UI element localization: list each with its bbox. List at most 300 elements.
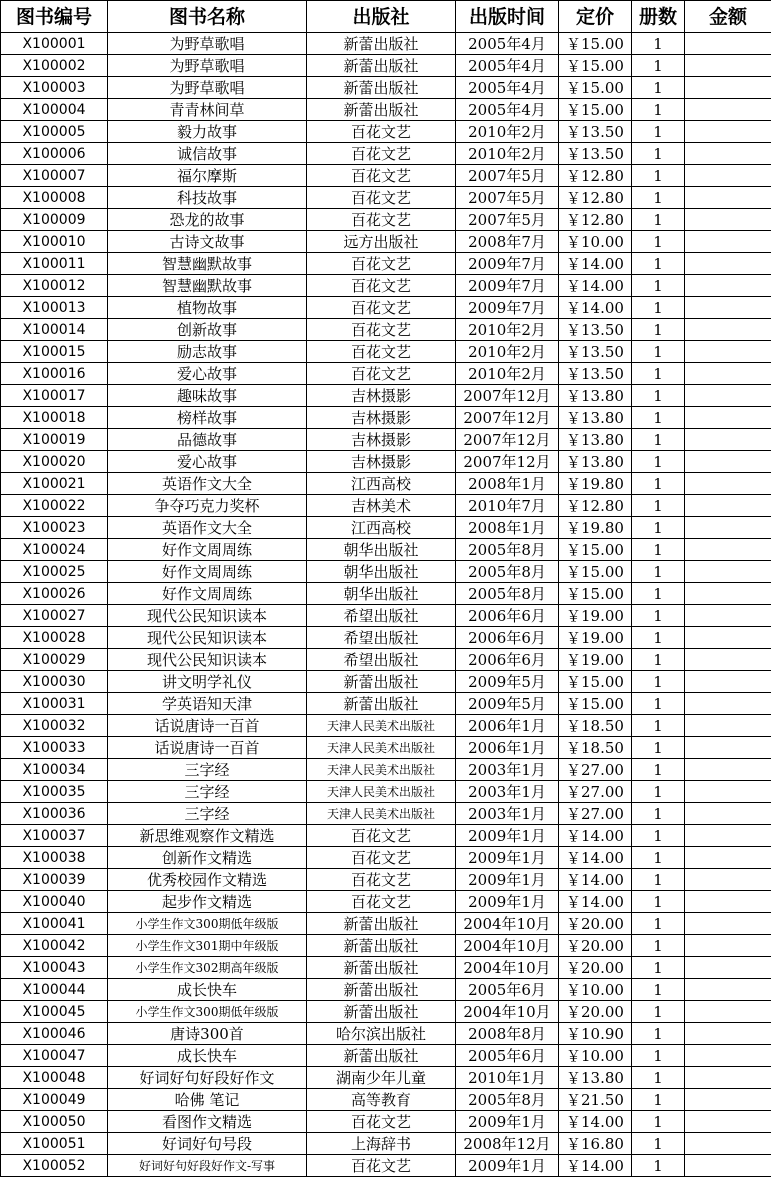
cell-copies: 1 xyxy=(632,297,685,319)
cell-publisher: 百花文艺 xyxy=(307,825,456,847)
cell-copies: 1 xyxy=(632,209,685,231)
cell-amount xyxy=(685,737,771,759)
cell-copies: 1 xyxy=(632,33,685,55)
cell-price: ￥12.80 xyxy=(559,165,632,187)
cell-book-name: 小学生作文300期低年级版 xyxy=(108,1001,307,1023)
cell-publisher: 吉林摄影 xyxy=(307,385,456,407)
table-row xyxy=(1,803,771,825)
table-row xyxy=(1,33,771,55)
cell-book-name: 青青林间草 xyxy=(108,99,307,121)
cell-publish-date: 2005年8月 xyxy=(456,539,559,561)
cell-book-name: 看图作文精选 xyxy=(108,1111,307,1133)
table-row xyxy=(1,187,771,209)
cell-book-id: X100002 xyxy=(1,55,108,77)
cell-price: ￥15.00 xyxy=(559,539,632,561)
cell-book-name: 起步作文精选 xyxy=(108,891,307,913)
cell-book-name: 为野草歌唱 xyxy=(108,33,307,55)
cell-book-name: 话说唐诗一百首 xyxy=(108,715,307,737)
cell-book-id: X100050 xyxy=(1,1111,108,1133)
cell-amount xyxy=(685,1001,771,1023)
cell-publisher: 新蕾出版社 xyxy=(307,99,456,121)
cell-amount xyxy=(685,1045,771,1067)
cell-publish-date: 2007年12月 xyxy=(456,451,559,473)
cell-copies: 1 xyxy=(632,187,685,209)
cell-price: ￥13.80 xyxy=(559,385,632,407)
cell-copies: 1 xyxy=(632,99,685,121)
cell-book-name: 现代公民知识读本 xyxy=(108,627,307,649)
table-row xyxy=(1,473,771,495)
cell-publisher: 新蕾出版社 xyxy=(307,913,456,935)
cell-book-name: 励志故事 xyxy=(108,341,307,363)
cell-publisher: 天津人民美术出版社 xyxy=(307,715,456,737)
cell-copies: 1 xyxy=(632,649,685,671)
cell-book-id: X100012 xyxy=(1,275,108,297)
cell-copies: 1 xyxy=(632,77,685,99)
cell-copies: 1 xyxy=(632,253,685,275)
cell-publish-date: 2007年12月 xyxy=(456,385,559,407)
cell-price: ￥15.00 xyxy=(559,33,632,55)
cell-amount xyxy=(685,77,771,99)
table-row xyxy=(1,385,771,407)
cell-copies: 1 xyxy=(632,979,685,1001)
table-row xyxy=(1,275,771,297)
cell-book-id: X100051 xyxy=(1,1133,108,1155)
cell-copies: 1 xyxy=(632,539,685,561)
cell-book-name: 新思维观察作文精选 xyxy=(108,825,307,847)
cell-publish-date: 2004年10月 xyxy=(456,913,559,935)
cell-amount xyxy=(685,1023,771,1045)
cell-book-id: X100005 xyxy=(1,121,108,143)
cell-amount xyxy=(685,319,771,341)
cell-price: ￥19.80 xyxy=(559,473,632,495)
table-row xyxy=(1,605,771,627)
cell-publisher: 百花文艺 xyxy=(307,1155,456,1177)
cell-copies: 1 xyxy=(632,429,685,451)
cell-copies: 1 xyxy=(632,451,685,473)
cell-publisher: 新蕾出版社 xyxy=(307,957,456,979)
cell-publisher: 百花文艺 xyxy=(307,121,456,143)
cell-copies: 1 xyxy=(632,803,685,825)
cell-book-name: 优秀校园作文精选 xyxy=(108,869,307,891)
cell-book-id: X100026 xyxy=(1,583,108,605)
cell-publish-date: 2009年1月 xyxy=(456,1155,559,1177)
cell-copies: 1 xyxy=(632,517,685,539)
cell-price: ￥14.00 xyxy=(559,1155,632,1177)
cell-publisher: 湖南少年儿童 xyxy=(307,1067,456,1089)
cell-book-id: X100043 xyxy=(1,957,108,979)
cell-book-name: 三字经 xyxy=(108,759,307,781)
cell-publish-date: 2004年10月 xyxy=(456,957,559,979)
cell-publisher: 朝华出版社 xyxy=(307,561,456,583)
cell-price: ￥12.80 xyxy=(559,495,632,517)
cell-price: ￥15.00 xyxy=(559,583,632,605)
table-row xyxy=(1,231,771,253)
cell-amount xyxy=(685,759,771,781)
table-row xyxy=(1,341,771,363)
cell-publisher: 百花文艺 xyxy=(307,847,456,869)
cell-book-id: X100034 xyxy=(1,759,108,781)
cell-amount xyxy=(685,407,771,429)
cell-amount xyxy=(685,275,771,297)
cell-publish-date: 2010年2月 xyxy=(456,341,559,363)
cell-book-id: X100042 xyxy=(1,935,108,957)
cell-book-id: X100029 xyxy=(1,649,108,671)
cell-publisher: 百花文艺 xyxy=(307,869,456,891)
table-row xyxy=(1,627,771,649)
cell-publish-date: 2005年4月 xyxy=(456,55,559,77)
cell-copies: 1 xyxy=(632,847,685,869)
cell-amount xyxy=(685,495,771,517)
table-row xyxy=(1,407,771,429)
header-amount: 金额 xyxy=(685,1,771,33)
table-row xyxy=(1,297,771,319)
cell-book-id: X100044 xyxy=(1,979,108,1001)
cell-amount xyxy=(685,913,771,935)
cell-copies: 1 xyxy=(632,143,685,165)
table-row xyxy=(1,1001,771,1023)
cell-book-id: X100036 xyxy=(1,803,108,825)
cell-book-name: 好词好句好段好作文-写事 xyxy=(108,1155,307,1177)
table-row xyxy=(1,781,771,803)
cell-copies: 1 xyxy=(632,1045,685,1067)
table-row xyxy=(1,165,771,187)
cell-book-name: 三字经 xyxy=(108,803,307,825)
table-row xyxy=(1,363,771,385)
cell-publish-date: 2010年2月 xyxy=(456,121,559,143)
table-row xyxy=(1,825,771,847)
cell-amount xyxy=(685,803,771,825)
cell-price: ￥13.50 xyxy=(559,121,632,143)
cell-publish-date: 2008年8月 xyxy=(456,1023,559,1045)
cell-copies: 1 xyxy=(632,275,685,297)
cell-book-name: 科技故事 xyxy=(108,187,307,209)
cell-price: ￥13.80 xyxy=(559,407,632,429)
cell-publish-date: 2006年6月 xyxy=(456,649,559,671)
cell-book-id: X100015 xyxy=(1,341,108,363)
table-row xyxy=(1,1045,771,1067)
cell-price: ￥14.00 xyxy=(559,1111,632,1133)
cell-price: ￥15.00 xyxy=(559,693,632,715)
cell-publish-date: 2009年7月 xyxy=(456,275,559,297)
header-book-name: 图书名称 xyxy=(108,1,307,33)
cell-book-id: X100028 xyxy=(1,627,108,649)
cell-book-id: X100030 xyxy=(1,671,108,693)
cell-book-id: X100024 xyxy=(1,539,108,561)
cell-publisher: 百花文艺 xyxy=(307,341,456,363)
cell-book-name: 爱心故事 xyxy=(108,363,307,385)
table-row xyxy=(1,1067,771,1089)
cell-book-id: X100022 xyxy=(1,495,108,517)
cell-amount xyxy=(685,209,771,231)
cell-book-id: X100017 xyxy=(1,385,108,407)
cell-publish-date: 2006年6月 xyxy=(456,627,559,649)
cell-publish-date: 2006年6月 xyxy=(456,605,559,627)
cell-price: ￥27.00 xyxy=(559,759,632,781)
cell-book-id: X100035 xyxy=(1,781,108,803)
cell-amount xyxy=(685,957,771,979)
cell-book-name: 植物故事 xyxy=(108,297,307,319)
cell-book-id: X100031 xyxy=(1,693,108,715)
cell-book-id: X100016 xyxy=(1,363,108,385)
cell-publish-date: 2005年4月 xyxy=(456,33,559,55)
header-book-id: 图书编号 xyxy=(1,1,108,33)
cell-copies: 1 xyxy=(632,1111,685,1133)
cell-copies: 1 xyxy=(632,935,685,957)
table-row xyxy=(1,495,771,517)
cell-price: ￥12.80 xyxy=(559,187,632,209)
cell-book-name: 现代公民知识读本 xyxy=(108,605,307,627)
table-row xyxy=(1,121,771,143)
cell-book-name: 话说唐诗一百首 xyxy=(108,737,307,759)
cell-publish-date: 2010年2月 xyxy=(456,319,559,341)
cell-amount xyxy=(685,891,771,913)
table-row xyxy=(1,209,771,231)
cell-book-id: X100040 xyxy=(1,891,108,913)
cell-publish-date: 2009年7月 xyxy=(456,297,559,319)
cell-book-id: X100045 xyxy=(1,1001,108,1023)
cell-publish-date: 2009年1月 xyxy=(456,891,559,913)
cell-book-name: 成长快车 xyxy=(108,1045,307,1067)
cell-amount xyxy=(685,33,771,55)
cell-price: ￥13.80 xyxy=(559,451,632,473)
cell-copies: 1 xyxy=(632,55,685,77)
cell-book-name: 学英语知天津 xyxy=(108,693,307,715)
cell-price: ￥15.00 xyxy=(559,55,632,77)
cell-price: ￥13.50 xyxy=(559,341,632,363)
cell-copies: 1 xyxy=(632,627,685,649)
cell-copies: 1 xyxy=(632,605,685,627)
table-row xyxy=(1,319,771,341)
cell-publisher: 天津人民美术出版社 xyxy=(307,781,456,803)
cell-book-name: 为野草歌唱 xyxy=(108,77,307,99)
cell-price: ￥20.00 xyxy=(559,913,632,935)
cell-copies: 1 xyxy=(632,671,685,693)
cell-price: ￥13.50 xyxy=(559,143,632,165)
cell-amount xyxy=(685,693,771,715)
cell-price: ￥27.00 xyxy=(559,781,632,803)
cell-book-id: X100018 xyxy=(1,407,108,429)
cell-publish-date: 2003年1月 xyxy=(456,759,559,781)
cell-publish-date: 2008年7月 xyxy=(456,231,559,253)
cell-book-id: X100052 xyxy=(1,1155,108,1177)
cell-book-id: X100027 xyxy=(1,605,108,627)
cell-amount xyxy=(685,253,771,275)
cell-book-name: 成长快车 xyxy=(108,979,307,1001)
cell-publisher: 远方出版社 xyxy=(307,231,456,253)
table-row xyxy=(1,517,771,539)
cell-publisher: 新蕾出版社 xyxy=(307,979,456,1001)
cell-copies: 1 xyxy=(632,473,685,495)
cell-publisher: 朝华出版社 xyxy=(307,539,456,561)
cell-book-name: 品德故事 xyxy=(108,429,307,451)
header-row xyxy=(1,1,771,33)
cell-copies: 1 xyxy=(632,1001,685,1023)
cell-price: ￥20.00 xyxy=(559,1001,632,1023)
table-row xyxy=(1,869,771,891)
table-row xyxy=(1,253,771,275)
cell-publisher: 吉林美术 xyxy=(307,495,456,517)
cell-amount xyxy=(685,1089,771,1111)
cell-publisher: 吉林摄影 xyxy=(307,451,456,473)
cell-amount xyxy=(685,297,771,319)
cell-publish-date: 2007年5月 xyxy=(456,165,559,187)
cell-book-id: X100032 xyxy=(1,715,108,737)
cell-publish-date: 2009年1月 xyxy=(456,847,559,869)
cell-publisher: 百花文艺 xyxy=(307,209,456,231)
table-row xyxy=(1,693,771,715)
table-row xyxy=(1,55,771,77)
cell-publish-date: 2009年5月 xyxy=(456,693,559,715)
cell-publish-date: 2007年12月 xyxy=(456,429,559,451)
table-row xyxy=(1,1155,771,1177)
cell-publish-date: 2010年1月 xyxy=(456,1067,559,1089)
cell-copies: 1 xyxy=(632,1089,685,1111)
table-row xyxy=(1,1133,771,1155)
cell-publish-date: 2005年6月 xyxy=(456,979,559,1001)
cell-copies: 1 xyxy=(632,319,685,341)
table-row xyxy=(1,935,771,957)
cell-book-id: X100001 xyxy=(1,33,108,55)
cell-amount xyxy=(685,187,771,209)
cell-amount xyxy=(685,363,771,385)
cell-book-id: X100047 xyxy=(1,1045,108,1067)
cell-price: ￥16.80 xyxy=(559,1133,632,1155)
cell-amount xyxy=(685,781,771,803)
cell-amount xyxy=(685,649,771,671)
cell-copies: 1 xyxy=(632,1067,685,1089)
cell-copies: 1 xyxy=(632,913,685,935)
cell-price: ￥14.00 xyxy=(559,869,632,891)
cell-book-name: 三字经 xyxy=(108,781,307,803)
cell-price: ￥19.80 xyxy=(559,517,632,539)
cell-price: ￥10.00 xyxy=(559,1045,632,1067)
cell-book-name: 恐龙的故事 xyxy=(108,209,307,231)
cell-publisher: 百花文艺 xyxy=(307,1111,456,1133)
cell-publisher: 百花文艺 xyxy=(307,253,456,275)
header-publisher: 出版社 xyxy=(307,1,456,33)
cell-book-id: X100019 xyxy=(1,429,108,451)
cell-amount xyxy=(685,517,771,539)
cell-price: ￥19.00 xyxy=(559,627,632,649)
cell-publisher: 百花文艺 xyxy=(307,187,456,209)
cell-book-name: 智慧幽默故事 xyxy=(108,253,307,275)
table-row xyxy=(1,583,771,605)
cell-book-id: X100041 xyxy=(1,913,108,935)
cell-publish-date: 2007年5月 xyxy=(456,187,559,209)
cell-publisher: 天津人民美术出版社 xyxy=(307,759,456,781)
cell-publisher: 百花文艺 xyxy=(307,891,456,913)
cell-publisher: 朝华出版社 xyxy=(307,583,456,605)
cell-price: ￥10.90 xyxy=(559,1023,632,1045)
cell-publisher: 希望出版社 xyxy=(307,627,456,649)
cell-book-id: X100010 xyxy=(1,231,108,253)
cell-price: ￥14.00 xyxy=(559,891,632,913)
cell-amount xyxy=(685,539,771,561)
cell-copies: 1 xyxy=(632,231,685,253)
cell-copies: 1 xyxy=(632,759,685,781)
cell-price: ￥14.00 xyxy=(559,847,632,869)
cell-amount xyxy=(685,1111,771,1133)
cell-amount xyxy=(685,825,771,847)
cell-price: ￥27.00 xyxy=(559,803,632,825)
cell-book-name: 争夺巧克力奖杯 xyxy=(108,495,307,517)
cell-publisher: 新蕾出版社 xyxy=(307,671,456,693)
cell-book-id: X100025 xyxy=(1,561,108,583)
cell-copies: 1 xyxy=(632,341,685,363)
cell-publisher: 百花文艺 xyxy=(307,275,456,297)
cell-publisher: 百花文艺 xyxy=(307,297,456,319)
cell-book-id: X100038 xyxy=(1,847,108,869)
cell-publish-date: 2006年1月 xyxy=(456,737,559,759)
cell-copies: 1 xyxy=(632,825,685,847)
cell-publish-date: 2007年12月 xyxy=(456,407,559,429)
table-row xyxy=(1,649,771,671)
cell-book-name: 创新故事 xyxy=(108,319,307,341)
table-row xyxy=(1,1111,771,1133)
cell-copies: 1 xyxy=(632,561,685,583)
table-row xyxy=(1,1089,771,1111)
cell-amount xyxy=(685,627,771,649)
cell-publisher: 新蕾出版社 xyxy=(307,77,456,99)
cell-publish-date: 2004年10月 xyxy=(456,1001,559,1023)
cell-book-id: X100008 xyxy=(1,187,108,209)
cell-book-id: X100039 xyxy=(1,869,108,891)
cell-copies: 1 xyxy=(632,1155,685,1177)
cell-copies: 1 xyxy=(632,781,685,803)
table-row xyxy=(1,99,771,121)
cell-amount xyxy=(685,869,771,891)
cell-publisher: 吉林摄影 xyxy=(307,429,456,451)
cell-book-id: X100020 xyxy=(1,451,108,473)
table-row xyxy=(1,913,771,935)
cell-publisher: 江西高校 xyxy=(307,517,456,539)
cell-price: ￥20.00 xyxy=(559,957,632,979)
cell-price: ￥15.00 xyxy=(559,671,632,693)
cell-publisher: 百花文艺 xyxy=(307,319,456,341)
cell-book-id: X100004 xyxy=(1,99,108,121)
table-row xyxy=(1,451,771,473)
cell-book-name: 好词好句号段 xyxy=(108,1133,307,1155)
cell-amount xyxy=(685,1155,771,1177)
cell-price: ￥13.50 xyxy=(559,319,632,341)
cell-copies: 1 xyxy=(632,869,685,891)
cell-publish-date: 2009年1月 xyxy=(456,825,559,847)
cell-book-name: 现代公民知识读本 xyxy=(108,649,307,671)
cell-publish-date: 2005年8月 xyxy=(456,561,559,583)
cell-amount xyxy=(685,451,771,473)
cell-price: ￥21.50 xyxy=(559,1089,632,1111)
cell-publisher: 新蕾出版社 xyxy=(307,1001,456,1023)
cell-amount xyxy=(685,979,771,1001)
cell-copies: 1 xyxy=(632,715,685,737)
cell-book-name: 诚信故事 xyxy=(108,143,307,165)
cell-publish-date: 2010年2月 xyxy=(456,143,559,165)
cell-amount xyxy=(685,935,771,957)
cell-price: ￥19.00 xyxy=(559,649,632,671)
cell-publisher: 天津人民美术出版社 xyxy=(307,737,456,759)
header-publish-date: 出版时间 xyxy=(456,1,559,33)
cell-amount xyxy=(685,847,771,869)
table-row xyxy=(1,759,771,781)
cell-book-name: 小学生作文300期低年级版 xyxy=(108,913,307,935)
cell-publisher: 新蕾出版社 xyxy=(307,1045,456,1067)
table-row xyxy=(1,143,771,165)
cell-publish-date: 2008年1月 xyxy=(456,473,559,495)
cell-price: ￥14.00 xyxy=(559,253,632,275)
cell-publish-date: 2005年4月 xyxy=(456,99,559,121)
cell-copies: 1 xyxy=(632,693,685,715)
cell-book-name: 福尔摩斯 xyxy=(108,165,307,187)
